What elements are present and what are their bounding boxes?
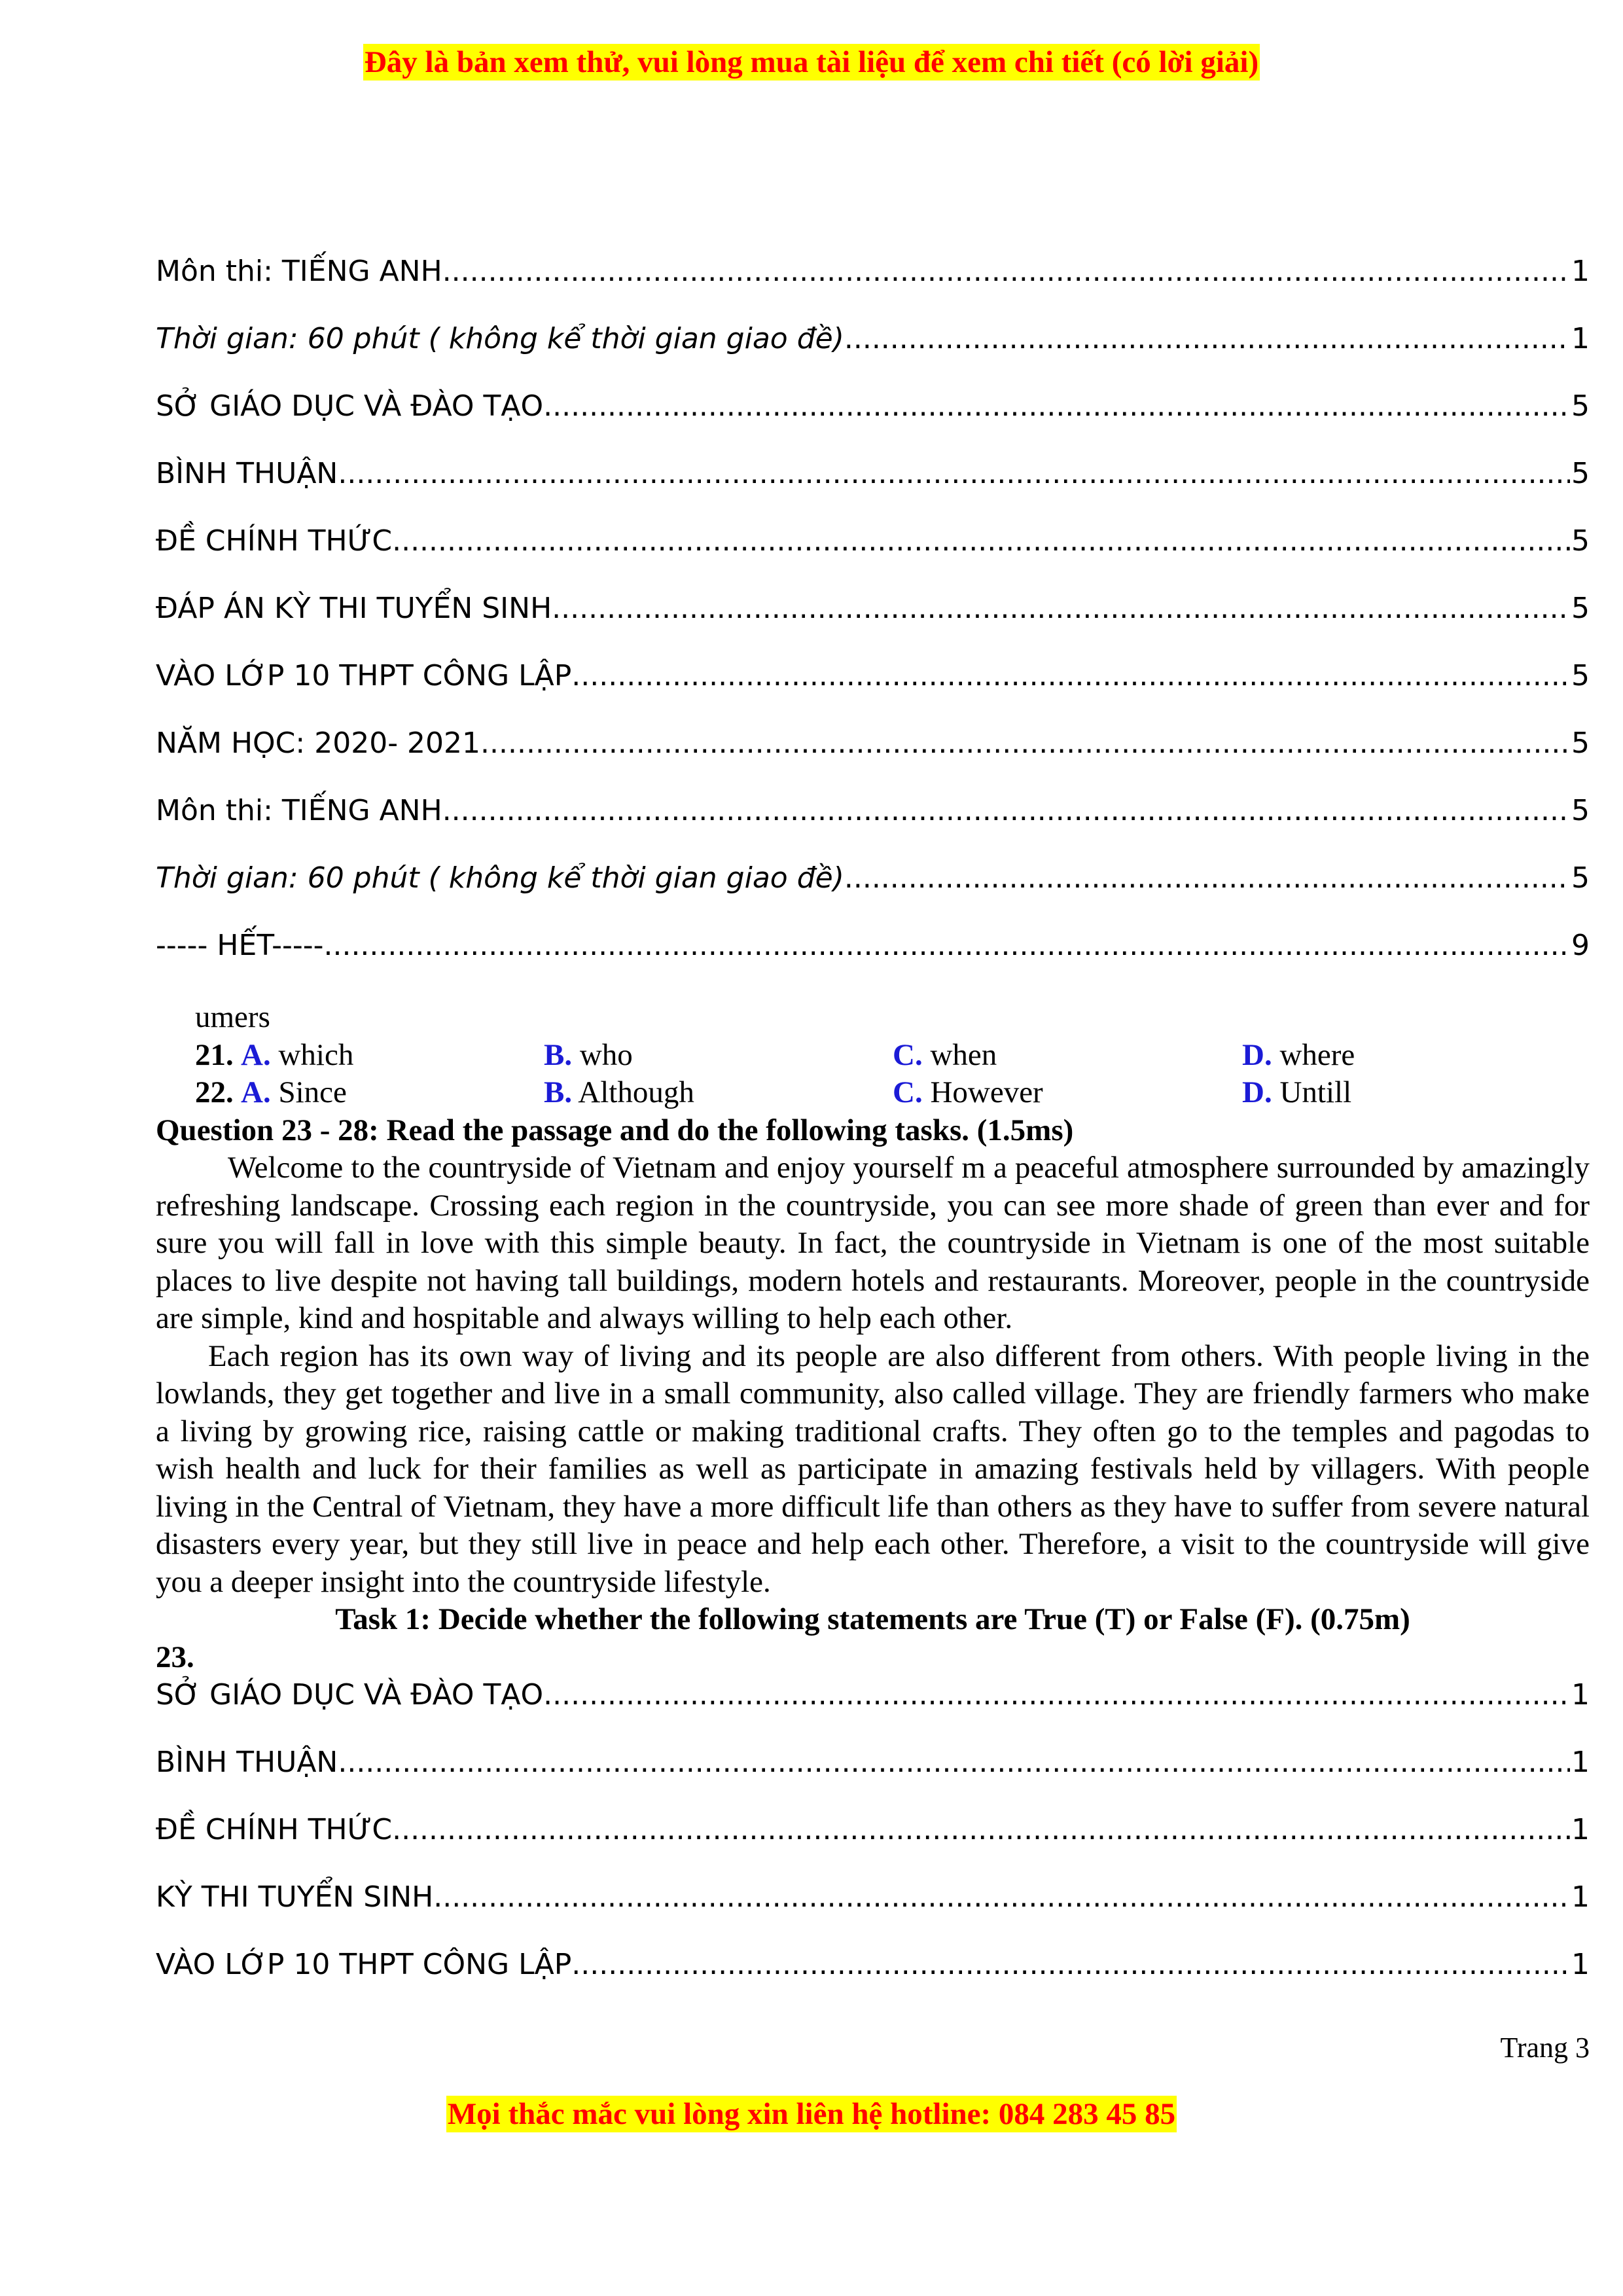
option-text: who — [572, 1037, 633, 1072]
answer-option — [1242, 1037, 1355, 1075]
hotline-banner — [0, 2096, 1623, 2132]
option-label: B. — [544, 1075, 573, 1109]
toc-dot-leader — [844, 320, 1570, 358]
toc-entry-title: NĂM HỌC: 2020- 2021 — [156, 726, 481, 760]
toc-entry-page: 5 — [1571, 524, 1590, 558]
toc-entry-page: 1 — [1571, 1948, 1590, 1981]
toc-dot-leader — [392, 522, 1570, 560]
preview-notice-text: Đây là bản xem thử, vui lòng mua tài liệu để xem chi tiết (có lời giải) — [364, 45, 1259, 79]
toc-entry-page: 5 — [1571, 794, 1590, 827]
section-heading: Question 23 - 28: Read the passage and do the following tasks. (1.5ms) — [156, 1113, 1074, 1147]
toc-entry-title: VÀO LỚP 10 THPT CÔNG LẬP — [156, 1948, 572, 1981]
hotline-text: Mọi thắc mắc vui lòng xin liên hệ hotline: 084 283 45 85 — [447, 2097, 1176, 2131]
answer-option — [241, 1037, 353, 1075]
option-text: which — [270, 1037, 354, 1072]
toc-entry-title: Thời gian: 60 phút ( không kể thời gian giao đề) — [156, 861, 844, 895]
option-label: A. — [241, 1075, 271, 1109]
answer-option — [1242, 1074, 1351, 1112]
answer-option — [893, 1037, 997, 1075]
toc-entry-title: VÀO LỚP 10 THPT CÔNG LẬP — [156, 659, 572, 692]
toc-entry-title: BÌNH THUẬN — [156, 457, 338, 490]
toc-entry[interactable] — [156, 792, 1590, 859]
toc-entry-page: 5 — [1571, 389, 1590, 423]
answer-option — [544, 1037, 633, 1075]
option-text: Untill — [1272, 1075, 1352, 1109]
toc-entry[interactable] — [156, 1878, 1590, 1946]
option-label: D. — [1242, 1037, 1272, 1072]
option-text: Since — [270, 1075, 347, 1109]
option-label: C. — [893, 1037, 923, 1072]
toc-entry-title: BÌNH THUẬN — [156, 1746, 338, 1779]
toc-entry[interactable] — [156, 387, 1590, 455]
toc-entry-page: 1 — [1571, 255, 1590, 288]
text-fragment: umers — [195, 1000, 270, 1034]
option-label: B. — [544, 1037, 573, 1072]
toc-entry[interactable] — [156, 1946, 1590, 2013]
page-number: Trang 3 — [1500, 2032, 1590, 2064]
toc-entry[interactable] — [156, 725, 1590, 792]
toc-entry[interactable] — [156, 522, 1590, 590]
toc-dot-leader — [323, 927, 1570, 965]
toc-entry-page: 5 — [1571, 457, 1590, 490]
toc-entry-title: Môn thi: TIẾNG ANH — [156, 255, 442, 288]
toc-entry-title: ĐỀ CHÍNH THỨC — [156, 524, 393, 558]
passage-paragraph-1: Welcome to the countryside of Vietnam and enjoy yourself m a peaceful atmosphere surrounded by amazingly refreshing landscape. Crossing each region in the countryside, you can see more shade of green than ever and for sure you will fall in love with this simple beauty. In fact, the countryside in Vietnam is one of the most suitable places to live despite not having tall buildings, modern hotels and restaurants. Moreover, people in the countryside are simple, kind and hospitable and always willing to help each other. — [156, 1151, 1590, 1335]
toc-dot-leader — [543, 387, 1570, 425]
option-text: Although — [572, 1075, 694, 1109]
question-number: 21. — [195, 1037, 234, 1072]
toc-dot-leader — [442, 792, 1570, 830]
toc-dot-leader — [338, 1744, 1570, 1782]
table-of-contents-bottom — [156, 1676, 1590, 2013]
preview-notice-banner — [0, 45, 1623, 80]
toc-dot-leader — [844, 859, 1570, 897]
table-of-contents-top — [156, 253, 1590, 994]
toc-dot-leader — [433, 1878, 1570, 1916]
option-label: C. — [893, 1075, 923, 1109]
toc-dot-leader — [442, 253, 1570, 291]
toc-entry-page: 1 — [1571, 1880, 1590, 1914]
answer-option — [893, 1074, 1043, 1112]
option-label: A. — [241, 1037, 271, 1072]
toc-entry[interactable] — [156, 859, 1590, 927]
toc-entry-page: 5 — [1571, 659, 1590, 692]
task-heading: Task 1: Decide whether the following statements are True (T) or False (F). (0.75m) — [335, 1602, 1410, 1636]
toc-entry-title: SỞ GIÁO DỤC VÀ ĐÀO TẠO — [156, 389, 544, 423]
toc-dot-leader — [543, 1676, 1570, 1714]
toc-entry-page: 1 — [1571, 1678, 1590, 1712]
toc-entry-page: 5 — [1571, 726, 1590, 760]
toc-entry[interactable] — [156, 590, 1590, 657]
toc-entry[interactable] — [156, 1676, 1590, 1744]
exam-content — [156, 999, 1590, 1676]
toc-dot-leader — [571, 1946, 1570, 1984]
toc-entry-page: 1 — [1571, 322, 1590, 355]
toc-entry[interactable] — [156, 320, 1590, 387]
answer-option — [544, 1074, 694, 1112]
toc-entry-title: KỲ THI TUYỂN SINH — [156, 1880, 434, 1914]
toc-entry-title: Thời gian: 60 phút ( không kể thời gian giao đề) — [156, 322, 844, 355]
passage-paragraph-2: Each region has its own way of living and its people are also different from others. With people living in the lowlands, they get together and live in a small community, also called village. They are friendly farmers who make a living by growing rice, raising cattle or making traditional crafts. They often go to the temples and pagodas to wish health and luck for their families as well as participate in amazing festivals held by villagers. With people living in the Central of Vietnam, they have a more difficult life than others as they have to suffer from severe natural disasters every year, but they still live in peace and help each other. Therefore, a visit to the countryside will give you a deeper insight into the countryside lifestyle. — [156, 1338, 1590, 1599]
toc-entry-page: 5 — [1571, 592, 1590, 625]
toc-entry[interactable] — [156, 253, 1590, 320]
toc-entry-page: 9 — [1571, 929, 1590, 962]
option-label: D. — [1242, 1075, 1272, 1109]
toc-dot-leader — [552, 590, 1570, 628]
question-row — [156, 1037, 1590, 1075]
toc-entry-title: ĐÁP ÁN KỲ THI TUYỂN SINH — [156, 592, 552, 625]
toc-entry-page: 1 — [1571, 1813, 1590, 1846]
answer-options — [156, 1037, 1590, 1112]
toc-entry-title: SỞ GIÁO DỤC VÀ ĐÀO TẠO — [156, 1678, 544, 1712]
answer-option — [241, 1074, 347, 1112]
toc-entry-page: 1 — [1571, 1746, 1590, 1779]
option-text: However — [922, 1075, 1043, 1109]
toc-entry[interactable] — [156, 927, 1590, 994]
question-row — [156, 1074, 1590, 1112]
toc-dot-leader — [571, 657, 1570, 695]
toc-entry[interactable] — [156, 657, 1590, 725]
toc-entry-title: ĐỀ CHÍNH THỨC — [156, 1813, 393, 1846]
question-number: 22. — [195, 1075, 234, 1109]
toc-entry-page: 5 — [1571, 861, 1590, 895]
toc-dot-leader — [480, 725, 1570, 762]
item-number: 23. — [156, 1640, 194, 1674]
option-text: where — [1272, 1037, 1355, 1072]
toc-entry-title: ----- HẾT----- — [156, 929, 324, 962]
option-text: when — [922, 1037, 997, 1072]
toc-dot-leader — [338, 455, 1570, 493]
toc-entry[interactable] — [156, 1744, 1590, 1811]
toc-entry[interactable] — [156, 455, 1590, 522]
toc-entry[interactable] — [156, 1811, 1590, 1878]
toc-dot-leader — [392, 1811, 1570, 1849]
toc-entry-title: Môn thi: TIẾNG ANH — [156, 794, 442, 827]
